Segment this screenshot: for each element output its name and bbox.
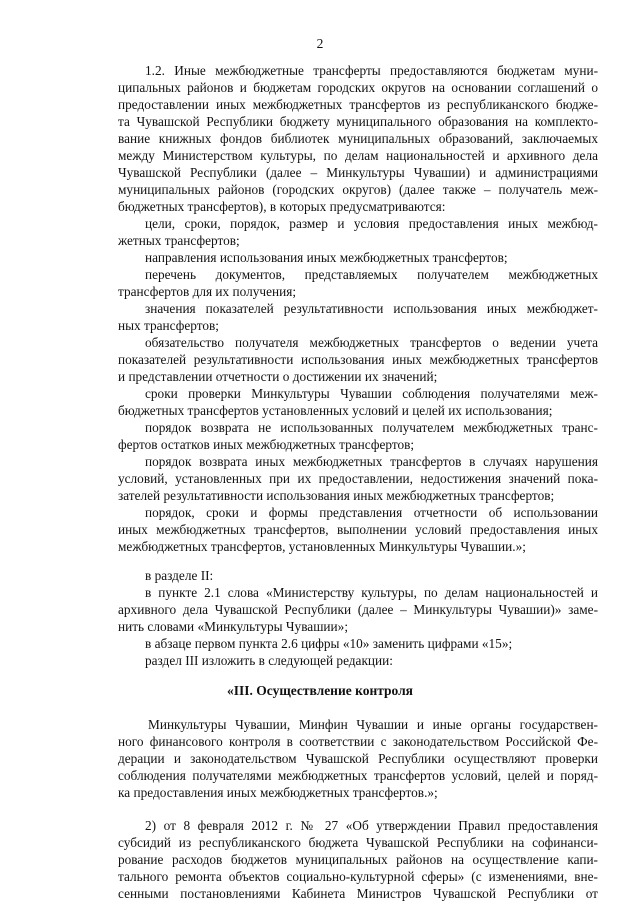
amendment-line: в пункте 2.1 слова «Министерству культуры, по делам национальностей и: [145, 585, 598, 600]
paragraph-line: 1.2. Иные межбюджетные трансферты предоставляются бюджетам муни-: [145, 63, 598, 78]
amendment-line: раздел III изложить в следующей редакции:: [145, 653, 393, 668]
amendment-line: нить словами «Минкультуры Чувашии»;: [118, 619, 349, 634]
list-line: цели, сроки, порядок, размер и условия предоставления иных межбюд-: [145, 216, 598, 231]
paragraph-line: та Чувашской Республики бюджету муниципального образования на комплекто-: [118, 114, 598, 129]
list-line: обязательство получателя межбюджетных трансфертов о ведении учета: [145, 335, 598, 350]
paragraph-line: субсидий из республиканского бюджета Чувашской Республики на софинанси-: [118, 835, 598, 850]
list-line: перечень документов, представляемых получателем межбюджетных: [145, 267, 598, 282]
amendment-line: в разделе II:: [145, 568, 214, 583]
paragraph-line: предоставлении иных межбюджетных трансфертов из республиканского бюдже-: [118, 97, 598, 112]
list-line: условий, установленных при их предоставлении, недостижения значений пока-: [118, 471, 598, 486]
paragraph-line: соблюдения получателями межбюджетных трансфертов условий, целей и поряд-: [118, 768, 598, 783]
paragraph-line: 2) от 8 февраля 2012 г. № 27 «Об утверждении Правил предоставления: [145, 818, 598, 833]
list-line: порядок, сроки и формы представления отчетности об использовании: [145, 505, 598, 520]
paragraph-line: рование расходов бюджетов муниципальных районов на осуществление капи-: [118, 852, 598, 867]
paragraph-line: ка предоставления иных межбюджетных трансфертов.»;: [118, 785, 438, 800]
paragraph-line: муниципальных районов (городских округов) (далее также – получатель меж-: [118, 182, 598, 197]
list-line: порядок возврата иных межбюджетных трансфертов в случаях нарушения: [145, 454, 598, 469]
section-heading: «III. Осуществление контроля: [227, 683, 413, 698]
paragraph-line: Чувашской Республики (далее – Минкультуры Чувашии) и администрациями: [118, 165, 598, 180]
list-line: ных трансфертов;: [118, 318, 219, 333]
paragraph-line: сенными постановлениями Кабинета Министров Чувашской Республики от: [118, 886, 598, 901]
list-line: бюджетных трансфертов установленных условий и целей их использования;: [118, 403, 553, 418]
list-line: фертов остатков иных межбюджетных трансфертов;: [118, 437, 415, 452]
paragraph-line: дерации и законодательством Чувашской Республики осуществляют проверки: [118, 751, 598, 766]
list-line: значения показателей результативности использования иных межбюджет-: [145, 301, 598, 316]
list-line: жетных трансфертов;: [118, 233, 240, 248]
list-line: трансфертов для их получения;: [118, 284, 297, 299]
list-line: сроки проверки Минкультуры Чувашии соблюдения получателями меж-: [145, 386, 598, 401]
paragraph-line: бюджетных трансфертов), в которых предусматриваются:: [118, 199, 446, 214]
paragraph-line: тального ремонта объектов социально-культурной сферы» (с изменениями, вне-: [118, 869, 598, 884]
list-line: иных межбюджетных трансфертов, выполнении условий предоставления иных: [118, 522, 598, 537]
paragraph-line: ного финансового контроля в соответствии с законодательством Российской Фе-: [118, 734, 598, 749]
paragraph-line: ципальных районов и бюджетам городских округов на основании соглашений о: [118, 80, 598, 95]
page-number: 2: [316, 36, 324, 51]
list-line: и представлении отчетности о достижении их значений;: [118, 369, 438, 384]
paragraph-line: вание книжных фондов библиотек муниципальных образований, заключаемых: [118, 131, 598, 146]
list-line: межбюджетных трансфертов, установленных Минкультуры Чувашии.»;: [118, 539, 526, 554]
list-line: направления использования иных межбюджетных трансфертов;: [145, 250, 508, 265]
paragraph-line: между Министерством культуры, по делам национальностей и архивного дела: [118, 148, 598, 163]
list-line: порядок возврата не использованных получателем межбюджетных транс-: [145, 420, 598, 435]
amendment-line: архивного дела Чувашской Республики (далее – Минкультуры Чувашии)» заме-: [118, 602, 598, 617]
paragraph-line: Минкультуры Чувашии, Минфин Чувашии и иные органы государствен-: [148, 717, 598, 732]
list-line: показателей результативности использования иных межбюджетных трансфертов: [118, 352, 598, 367]
list-line: зателей результативности использования иных межбюджетных трансфертов;: [118, 488, 555, 503]
amendment-line: в абзаце первом пункта 2.6 цифры «10» заменить цифрами «15»;: [145, 636, 513, 651]
